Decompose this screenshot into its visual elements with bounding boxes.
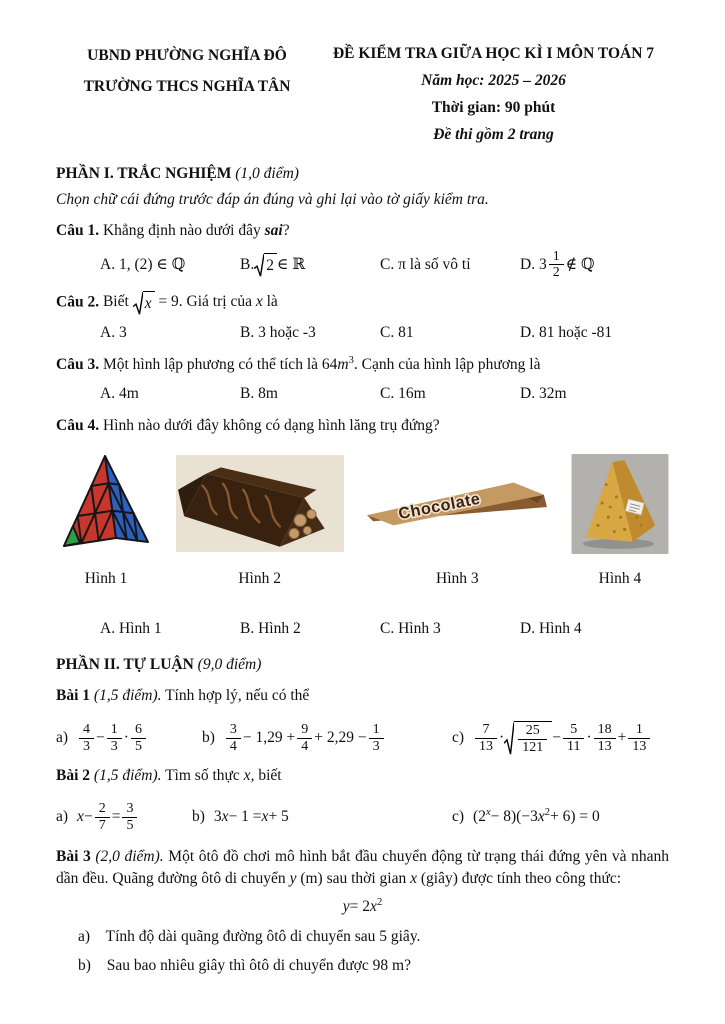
item-label: a) <box>56 808 69 826</box>
q1-option-d: D. 3 $\frac{1}{2}$ ∉ ℚ <box>520 248 595 281</box>
chocolate-bar-image <box>176 449 344 559</box>
pyraminx-image <box>56 449 156 559</box>
question-3 <box>56 354 669 376</box>
q4-option-b: B. Hình 2 <box>240 619 301 637</box>
figure-3-caption: Hình 3 <box>436 569 479 587</box>
exercise-3 <box>56 846 669 890</box>
exercise-1-label: Bài 1 <box>56 686 91 704</box>
question-1-options <box>56 249 669 281</box>
item-label: b) <box>78 956 91 974</box>
q3-option-b: B. 8m <box>240 384 278 402</box>
exercise-1-item-a <box>56 722 202 754</box>
exercise-1 <box>56 685 669 707</box>
cheese-image <box>571 449 669 559</box>
header-left-block <box>56 40 318 149</box>
formula-expression: y = 2 $x^2$ <box>342 896 383 915</box>
exam-duration: Thời gian: 90 phút <box>431 99 556 117</box>
q4-option-d: D. Hình 4 <box>520 619 582 637</box>
part1-heading <box>56 163 669 185</box>
q1-option-c: C. π là số vô tỉ <box>380 255 471 273</box>
exercise-3-formula <box>56 896 669 918</box>
question-2 <box>56 291 669 315</box>
part2-points: (9,0 điểm) <box>197 655 262 673</box>
exercise-3-item-a <box>56 926 669 948</box>
exercise-1-items <box>56 721 669 755</box>
chocolate-wedge-icon <box>363 472 551 536</box>
part1-title: PHẦN I. TRẮC NGHIỆM <box>56 164 232 182</box>
exercise-1-item-b <box>202 722 452 754</box>
figure-2-caption: Hình 2 <box>238 569 281 587</box>
figure-1 <box>56 449 156 590</box>
chocolate-wrapper-text: Chocolate <box>397 489 483 524</box>
exercise-2-item-b <box>192 806 452 828</box>
item-label: c) <box>452 808 465 826</box>
page-count-note: Đề thi gồm 2 trang <box>433 126 554 144</box>
figure-1-caption: Hình 1 <box>84 569 128 587</box>
q2-option-b: B. 3 hoặc -3 <box>240 323 316 341</box>
item-expression: $\frac{4}{3}$ − $\frac{1}{3}$ · $\frac{6}{5}$ <box>77 722 148 754</box>
exercise-2-points: (1,5 điểm). <box>93 767 162 785</box>
q2-option-c: C. 81 <box>380 323 414 341</box>
item-label: a) <box>78 927 91 945</box>
exercise-3-text: Một ôtô đồ chơi mô hình bắt đầu chuyển động từ trạng thái đứng yên và nhanh dần đều. Quãng đường ôtô di chuyển y (m) sau thời gian x (giây) được tính theo công thức: <box>56 847 669 887</box>
exam-title: ĐỀ KIỂM TRA GIỮA HỌC KÌ I MÔN TOÁN 7 <box>332 45 655 62</box>
item-expression: $\frac{7}{13}$ · $\frac{25}{121}$ − $\frac{5}{11}$ · $\frac{18}{13}$ + $\frac{1}{13}$ <box>473 721 652 755</box>
cheese-icon <box>571 454 669 554</box>
question-2-options <box>56 322 669 344</box>
exercise-1-points: (1,5 điểm). <box>93 686 162 704</box>
question-3-text: Một hình lập phương có thể tích là $64m^3$. Cạnh của hình lập phương là <box>102 354 541 373</box>
question-4-text: Hình nào dưới đây không có dạng hình lăng trụ đứng? <box>102 416 440 434</box>
item-expression: 3 x − 1 = x + 5 <box>213 808 289 826</box>
item-label: a) <box>56 729 69 747</box>
question-1-text: Khẳng định nào dưới đây sai? <box>102 221 290 239</box>
exam-header <box>56 40 669 149</box>
q4-option-c: C. Hình 3 <box>380 619 441 637</box>
exercise-2-item-c <box>452 806 600 828</box>
exercise-1-text: Tính hợp lý, nếu có thể <box>165 686 310 704</box>
q2-option-d: D. 81 hoặc -81 <box>520 323 613 341</box>
item-text: Sau bao nhiêu giây thì ôtô di chuyển được 98 m? <box>106 956 411 974</box>
exercise-3-label: Bài 3 <box>56 847 91 865</box>
question-4-label: Câu 4. <box>56 416 100 434</box>
exercise-3-item-b <box>56 955 669 977</box>
q2-option-a: A. 3 <box>100 323 127 341</box>
part2-heading <box>56 654 669 676</box>
question-3-options <box>56 383 669 405</box>
issuer-name: UBND PHƯỜNG NGHĨA ĐÔ <box>87 47 287 64</box>
question-4-options <box>56 618 669 640</box>
part2-title: PHẦN II. TỰ LUẬN <box>56 655 194 673</box>
item-expression: x − $\frac{2}{7}$ = $\frac{3}{5}$ <box>77 801 139 833</box>
question-4 <box>56 415 669 437</box>
question-2-label: Câu 2. <box>56 293 100 311</box>
pyraminx-icon <box>56 450 156 558</box>
item-expression: ( 2$^x$ − 8)(−3 $x^2$ + 6) = 0 <box>473 807 600 826</box>
header-right-block <box>318 40 669 149</box>
exercise-1-item-c <box>452 721 652 755</box>
question-4-figures <box>56 449 669 590</box>
q3-option-c: C. 16m <box>380 384 426 402</box>
part1-points: (1,0 điểm) <box>235 164 299 182</box>
chocolate-bar-icon <box>176 455 344 552</box>
exercise-3-points: (2,0 điểm). <box>95 847 164 865</box>
item-label: c) <box>452 729 465 747</box>
question-3-label: Câu 3. <box>56 355 100 373</box>
question-2-text: Biết x = 9. Giá trị của x là <box>103 293 278 310</box>
figure-2 <box>176 449 344 590</box>
chocolate-wedge-image <box>363 449 551 559</box>
exercise-2-text: Tìm số thực x, biết <box>165 767 282 785</box>
q4-option-a: A. Hình 1 <box>100 619 162 637</box>
q1-option-b: B. 2 ∈ ℝ <box>240 253 380 277</box>
exercise-2-label: Bài 2 <box>56 767 91 785</box>
figure-3 <box>363 449 551 590</box>
figure-4 <box>571 449 669 590</box>
q3-option-d: D. 32m <box>520 384 567 402</box>
q3-option-a: A. 4m <box>100 384 139 402</box>
exercise-2-item-a <box>56 801 192 833</box>
part1-instruction: Chọn chữ cái đứng trước đáp án đúng và ghi lại vào tờ giấy kiểm tra. <box>56 190 489 208</box>
exercise-2-items <box>56 801 669 833</box>
school-name: TRƯỜNG THCS NGHĨA TÂN <box>83 78 291 95</box>
q1-option-a: A. 1, (2) ∈ ℚ <box>100 255 186 273</box>
item-text: Tính độ dài quãng đường ôtô di chuyển sau 5 giây. <box>105 927 421 945</box>
item-label: b) <box>192 808 205 826</box>
school-year: Năm học: 2025 – 2026 <box>421 72 566 90</box>
item-label: b) <box>202 729 215 747</box>
exercise-2 <box>56 765 669 787</box>
item-expression: $\frac{3}{4}$ − 1,29 + $\frac{9}{4}$ + 2,29 − $\frac{1}{3}$ <box>224 722 386 754</box>
question-1-label: Câu 1. <box>56 221 100 239</box>
question-1 <box>56 220 669 242</box>
figure-4-caption: Hình 4 <box>598 569 642 587</box>
